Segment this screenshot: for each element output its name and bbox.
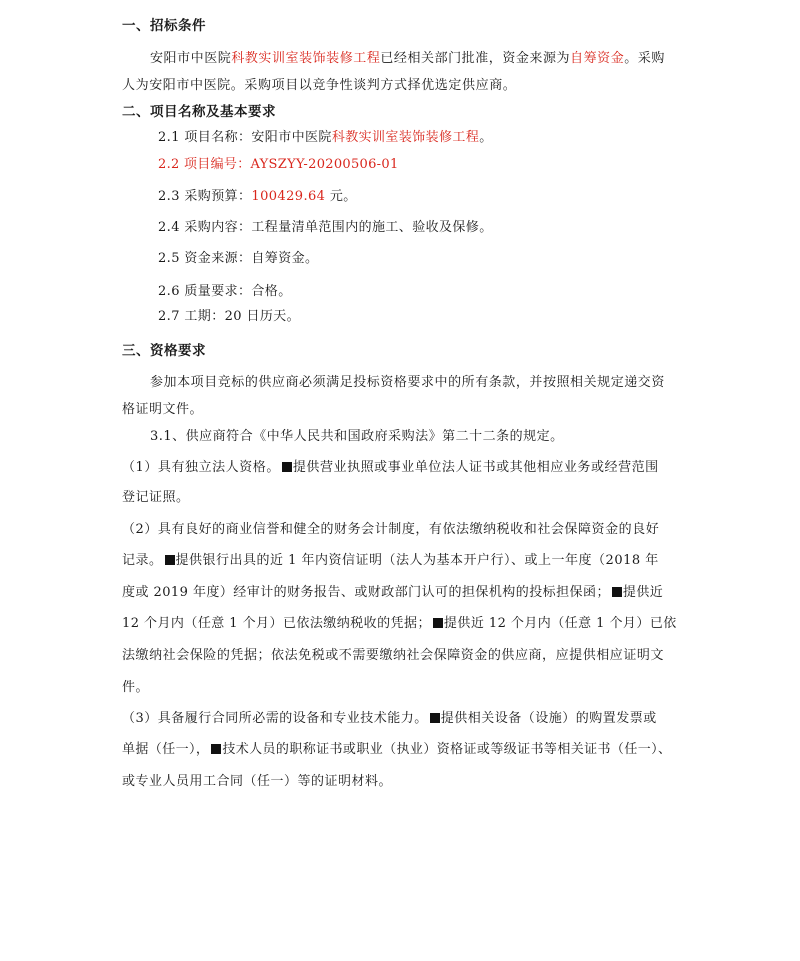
requirement-2-line4 xyxy=(122,615,677,633)
paragraph-qualification-intro-line2: 格证明文件。 xyxy=(122,402,204,417)
project-name-highlight: 科教实训室装饰装修工程 xyxy=(231,51,381,66)
requirement-3-line1 xyxy=(122,710,657,728)
requirement-1-line1 xyxy=(122,459,659,477)
bullet-square-icon xyxy=(282,462,292,472)
text: 提供近 12 个月内（任意 1 个月）已依 xyxy=(443,616,677,631)
section-heading-project-requirements: 二、项目名称及基本要求 xyxy=(122,104,276,120)
item-project-name xyxy=(158,129,493,147)
paragraph-qualification-intro-line1: 参加本项目竞标的供应商必须满足投标资格要求中的所有条款，并按照相关规定递交资 xyxy=(150,375,665,390)
text: 2.3 采购预算： xyxy=(158,189,252,204)
text: （1）具有独立法人资格。 xyxy=(122,460,280,475)
text: 元。 xyxy=(325,189,357,204)
clause-3-1: 3.1、供应商符合《中华人民共和国政府采购法》第二十二条的规定。 xyxy=(150,429,564,444)
text: 安阳市中医院 xyxy=(150,51,232,66)
requirement-2-line2 xyxy=(122,552,659,570)
text: 提供营业执照或事业单位法人证书或其他相应业务或经营范围 xyxy=(292,460,659,475)
text: 度或 2019 年度）经审计的财务报告、或财政部门认可的担保机构的投标担保函； xyxy=(122,585,610,600)
text: 已经相关部门批准，资金来源为 xyxy=(380,51,571,66)
budget-value: 100429.64 xyxy=(251,189,326,204)
requirement-3-line3: 或专业人员用工合同（任一）等的证明材料。 xyxy=(122,774,393,789)
requirement-1-line2: 登记证照。 xyxy=(122,490,190,505)
text: 12 个月内（任意 1 个月）已依法缴纳税收的凭据； xyxy=(122,616,431,631)
requirement-2-line1: （2）具有良好的商业信誉和健全的财务会计制度，有依法缴纳税收和社会保障资金的良好 xyxy=(122,522,660,537)
item-project-number: 2.2 项目编号：AYSZYY-20200506-01 xyxy=(158,157,399,172)
paragraph-tender-conditions-line2: 人为安阳市中医院。采购项目以竞争性谈判方式择优选定供应商。 xyxy=(122,78,517,93)
text: 提供相关设备（设施）的购置发票或 xyxy=(440,711,657,726)
text: 2.1 项目名称：安阳市中医院 xyxy=(158,130,332,145)
section-heading-qualification: 三、资格要求 xyxy=(122,343,206,359)
text: 。 xyxy=(479,130,493,145)
requirement-2-line3 xyxy=(122,584,663,602)
bullet-square-icon xyxy=(165,555,175,565)
text: 技术人员的职称证书或职业（执业）资格证或等级证书等相关证书（任一）、 xyxy=(222,742,672,757)
item-quality: 2.6 质量要求：合格。 xyxy=(158,284,292,299)
fund-source-highlight: 自筹资金 xyxy=(570,51,625,66)
requirement-2-line5: 法缴纳社会保险的凭据；依法免税或不需要缴纳社会保障资金的供应商，应提供相应证明文 xyxy=(122,648,665,663)
text: 提供近 xyxy=(622,585,664,600)
paragraph-tender-conditions-line1 xyxy=(150,50,665,68)
text: 单据（任一）， xyxy=(122,742,210,757)
item-budget xyxy=(158,188,357,206)
section-heading-tender-conditions: 一、招标条件 xyxy=(122,18,206,34)
bullet-square-icon xyxy=(612,587,622,597)
text: 记录。 xyxy=(122,553,163,568)
bullet-square-icon xyxy=(433,618,443,628)
item-content: 2.4 采购内容：工程量清单范围内的施工、验收及保修。 xyxy=(158,220,493,235)
project-name-highlight: 科教实训室装饰装修工程 xyxy=(331,130,480,145)
text: 提供银行出具的近 1 年内资信证明（法人为基本开户行）、或上一年度（2018 年 xyxy=(175,553,659,568)
text: 。采购 xyxy=(624,51,665,66)
text: （3）具备履行合同所必需的设备和专业技术能力。 xyxy=(122,711,428,726)
requirement-2-line6: 件。 xyxy=(122,680,150,695)
item-duration: 2.7 工期：20 日历天。 xyxy=(158,309,301,324)
bullet-square-icon xyxy=(211,744,221,754)
requirement-3-line2 xyxy=(122,741,671,759)
item-fund-source: 2.5 资金来源：自筹资金。 xyxy=(158,251,319,266)
bullet-square-icon xyxy=(430,713,440,723)
